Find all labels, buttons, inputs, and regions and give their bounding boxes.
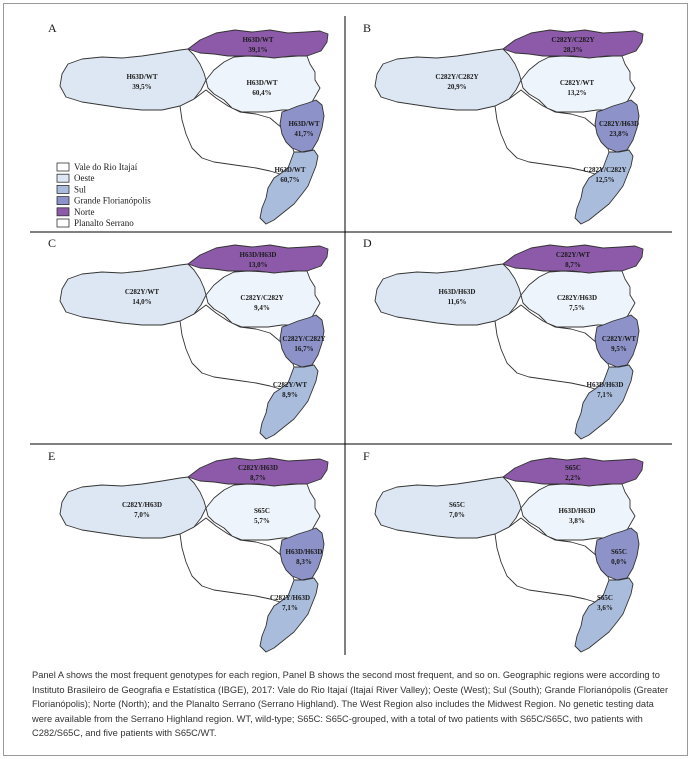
frequency-label: 12,5% bbox=[595, 176, 615, 184]
frequency-label: 8,7% bbox=[250, 474, 266, 482]
genotype-label: S65C bbox=[565, 464, 581, 472]
map-panel-c bbox=[48, 236, 328, 439]
genotype-label: S65C bbox=[254, 507, 270, 515]
panel-letter: C bbox=[48, 236, 57, 250]
genotype-label: C282Y/WT bbox=[555, 251, 591, 259]
frequency-label: 2,2% bbox=[565, 474, 581, 482]
frequency-label: 9,5% bbox=[611, 345, 627, 353]
frequency-label: 7,1% bbox=[282, 604, 298, 612]
genotype-label: C282Y/C282Y bbox=[240, 294, 284, 302]
legend-label: Grande Florianópolis bbox=[74, 195, 151, 206]
genotype-label: C282Y/WT bbox=[559, 79, 595, 87]
genotype-label: H63D/WT bbox=[274, 166, 306, 174]
legend-swatch bbox=[57, 185, 69, 193]
genotype-label: C282Y/H63D bbox=[121, 501, 163, 509]
map-panel-f bbox=[363, 449, 643, 652]
frequency-label: 7,0% bbox=[449, 511, 465, 519]
genotype-label: H63D/WT bbox=[126, 73, 158, 81]
panel-letter: F bbox=[363, 449, 370, 463]
frequency-label: 14,0% bbox=[132, 298, 152, 306]
frequency-label: 3,8% bbox=[569, 517, 585, 525]
genotype-label: S65C bbox=[611, 548, 627, 556]
legend-label: Vale do Rio Itajaí bbox=[74, 162, 138, 172]
genotype-label: C282Y/H63D bbox=[237, 464, 279, 472]
legend-label: Planalto Serrano bbox=[74, 218, 134, 228]
frequency-label: 8,7% bbox=[565, 261, 581, 269]
genotype-label: H63D/H63D bbox=[586, 381, 624, 389]
genotype-label: H63D/WT bbox=[242, 36, 274, 44]
panel-letter: D bbox=[363, 236, 372, 250]
legend-swatch bbox=[57, 174, 69, 182]
frequency-label: 39,1% bbox=[248, 46, 268, 54]
frequency-label: 39,5% bbox=[132, 83, 152, 91]
genotype-label: H63D/H63D bbox=[438, 288, 476, 296]
legend-label: Sul bbox=[74, 184, 87, 195]
frequency-label: 8,3% bbox=[296, 558, 312, 566]
frequency-label: 23,8% bbox=[609, 130, 629, 138]
legend-label: Oeste bbox=[74, 173, 95, 184]
frequency-label: 60,4% bbox=[252, 89, 272, 97]
genotype-label: S65C bbox=[597, 594, 613, 602]
frequency-label: 11,6% bbox=[447, 298, 467, 306]
frequency-label: 13,0% bbox=[248, 261, 268, 269]
frequency-label: 41,7% bbox=[294, 130, 314, 138]
frequency-label: 7,0% bbox=[134, 511, 150, 519]
frequency-label: 60,7% bbox=[280, 176, 300, 184]
genotype-label: C282Y/H63D bbox=[269, 594, 311, 602]
map-legend bbox=[57, 162, 151, 228]
genotype-label: H63D/H63D bbox=[239, 251, 277, 259]
legend-swatch bbox=[57, 163, 69, 171]
genotype-label: C282Y/H63D bbox=[598, 120, 640, 128]
genotype-label: C282Y/WT bbox=[601, 335, 637, 343]
map-panel-b bbox=[363, 21, 643, 224]
frequency-label: 28,3% bbox=[563, 46, 583, 54]
genotype-label: C282Y/C282Y bbox=[583, 166, 627, 174]
genotype-label: H63D/H63D bbox=[558, 507, 596, 515]
genotype-label: C282Y/C282Y bbox=[282, 335, 326, 343]
genotype-label: H63D/WT bbox=[288, 120, 320, 128]
frequency-label: 13,2% bbox=[567, 89, 587, 97]
frequency-label: 5,7% bbox=[254, 517, 270, 525]
frequency-label: 20,9% bbox=[447, 83, 467, 91]
genotype-label: C282Y/H63D bbox=[556, 294, 598, 302]
legend-swatch bbox=[57, 197, 69, 205]
legend-swatch bbox=[57, 219, 69, 227]
frequency-label: 0,0% bbox=[611, 558, 627, 566]
frequency-label: 7,5% bbox=[569, 304, 585, 312]
panel-letter: E bbox=[48, 449, 56, 463]
map-panel-d bbox=[363, 236, 643, 439]
genotype-label: C282Y/C282Y bbox=[551, 36, 595, 44]
frequency-label: 9,4% bbox=[254, 304, 270, 312]
genotype-label: H63D/H63D bbox=[285, 548, 323, 556]
legend-swatch bbox=[57, 208, 69, 216]
figure-caption: Panel A shows the most frequent genotypes for each region, Panel B shows the second most frequent, and so on. Geographic regions were according to Instituto Brasileiro de Geografia e Estatística (IBGE), 2017: Vale do Rio Itajaí (Itajaí River Valley); Oeste (West); Sul (South); Grande Florianópolis (Greater Florianópolis); Norte (North); and the Planalto Serrano (Serrano Highland). The West Region also includes the Midwest Region. No genetic testing data were available from the Serrano Highland region. WT, wild-type; S65C: S65C-grouped, with a total of two patients with S65C/S65C, two patients with C282/S65C, and five patients with S65C/WT. bbox=[32, 670, 669, 739]
genotype-label: C282Y/WT bbox=[124, 288, 160, 296]
map-panel-e bbox=[48, 449, 328, 652]
legend-label: Norte bbox=[74, 206, 95, 217]
panel-letter: B bbox=[363, 21, 372, 35]
genotype-label: C282Y/C282Y bbox=[435, 73, 479, 81]
frequency-label: 3,6% bbox=[597, 604, 613, 612]
panel-letter: A bbox=[48, 21, 57, 35]
frequency-label: 16,7% bbox=[294, 345, 314, 353]
frequency-label: 8,9% bbox=[282, 391, 298, 399]
genotype-label: S65C bbox=[449, 501, 465, 509]
genotype-label: H63D/WT bbox=[246, 79, 278, 87]
region-oeste bbox=[375, 477, 521, 538]
frequency-label: 7,1% bbox=[597, 391, 613, 399]
map-panel-a bbox=[48, 21, 328, 224]
genotype-label: C282Y/WT bbox=[272, 381, 308, 389]
